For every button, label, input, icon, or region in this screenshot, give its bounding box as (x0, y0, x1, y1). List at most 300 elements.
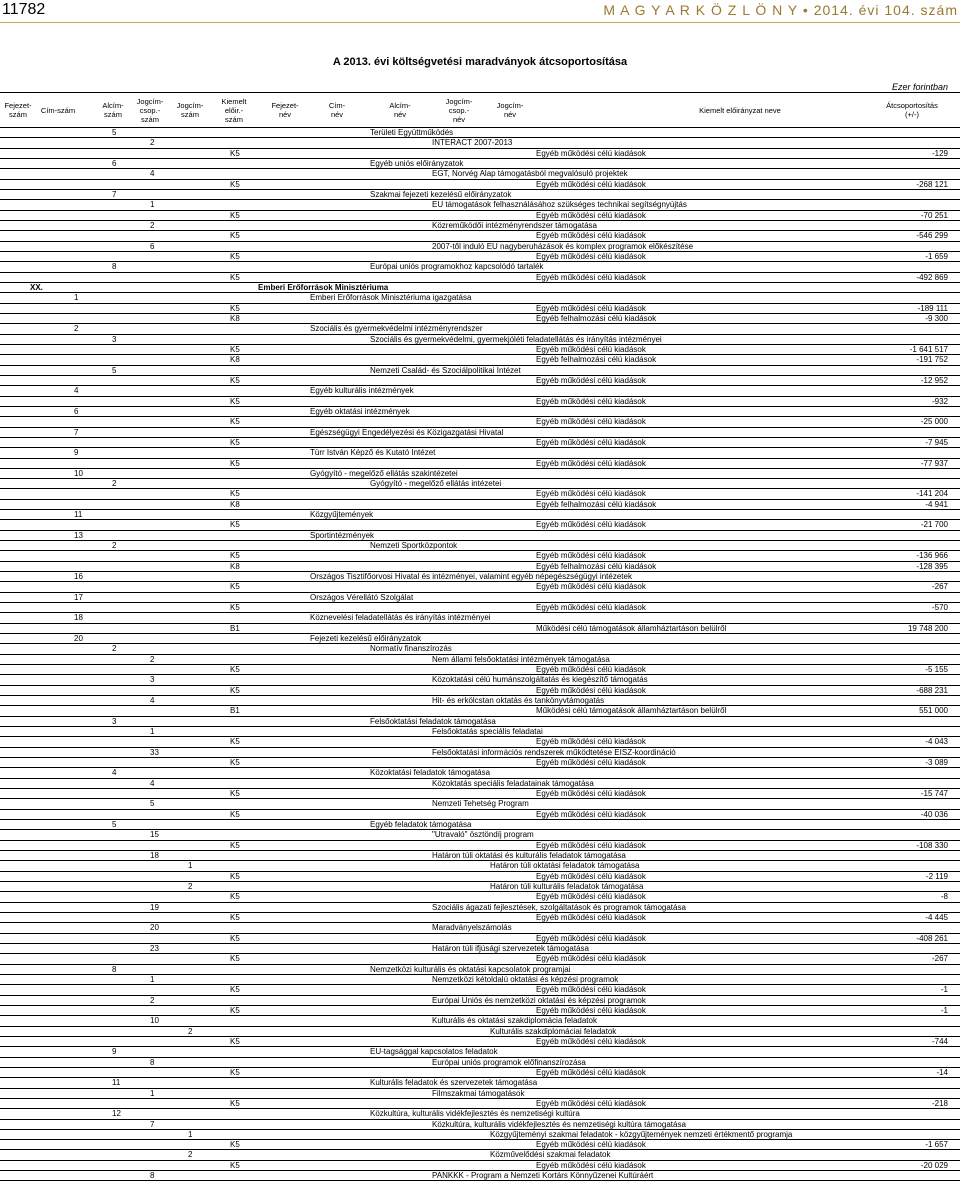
row-code: 4 (150, 696, 155, 706)
table-row (0, 417, 960, 427)
row-title: Európai uniós programok előfinanszírozása (432, 1057, 586, 1067)
row-amount: -40 036 (920, 809, 948, 819)
row-amount: -932 (931, 396, 948, 406)
unit-label: Ezer forintban (891, 82, 948, 92)
row-code: K5 (230, 758, 240, 768)
row-title: Egyéb működési célú kiadások (536, 551, 646, 561)
table-row (0, 386, 960, 396)
row-title: Egyéb működési célú kiadások (536, 582, 646, 592)
row-title: Közgyűjteményi szakmai feladatok - közgyűjtemények nemzeti értékmentő programja (490, 1129, 793, 1139)
row-code: 9 (112, 1047, 117, 1057)
table-row (0, 489, 960, 499)
row-title: Nemzetközi kétoldalú oktatási és képzési programok (432, 974, 619, 984)
table-row (0, 293, 960, 303)
row-title: Normatív finanszírozás (370, 644, 452, 654)
row-code: K5 (230, 520, 240, 530)
row-title: Egyéb működési célú kiadások (536, 396, 646, 406)
table-row (0, 1037, 960, 1047)
row-code: 19 (150, 902, 159, 912)
row-code: K5 (230, 437, 240, 447)
table-row (0, 686, 960, 696)
row-amount: 19 748 200 (907, 623, 948, 633)
table-row (0, 768, 960, 778)
row-code: 1 (74, 293, 79, 303)
row-title: Egyéb működési célú kiadások (536, 1140, 646, 1150)
table-row (0, 830, 960, 840)
row-title: Gyógyító - megelőző ellátás szakintézetei (310, 468, 458, 478)
table-row (0, 180, 960, 190)
table-row (0, 985, 960, 995)
row-title: Emberi Erőforrások Minisztériuma (258, 282, 389, 292)
table-row (0, 448, 960, 458)
row-code: 10 (150, 1016, 159, 1026)
row-title: Közgyűjtemények (310, 510, 374, 520)
row-amount: -20 029 (920, 1160, 948, 1170)
header-rule (0, 22, 960, 23)
row-title: Egyéb működési célú kiadások (536, 892, 646, 902)
row-title: Egyéb működési célú kiadások (536, 685, 646, 695)
row-amount: -191 752 (916, 355, 948, 365)
row-code: 2 (188, 1150, 193, 1160)
table-row (0, 324, 960, 334)
row-amount: -8 (940, 892, 948, 902)
row-amount: -108 330 (916, 840, 948, 850)
table-row (0, 190, 960, 200)
row-title: Kulturális és oktatási szakdiplomácia feladatok (432, 1016, 597, 1026)
row-title: Egyéb felhalmozási célú kiadások (536, 313, 657, 323)
column-header: Fejezet- szám (4, 101, 32, 119)
column-header: Kiemelt előir.- szám (221, 96, 247, 124)
row-title: Nemzetközi kulturális és oktatási kapcsolatok programjai (370, 964, 571, 974)
row-title: Közkultúra, kulturális vidékfejlesztés és nemzetiségi kultúra (370, 1109, 580, 1119)
row-title: Egyéb működési célú kiadások (536, 737, 646, 747)
row-code: B1 (230, 706, 240, 716)
table-row (0, 996, 960, 1006)
row-title: Egyéb működési célú kiadások (536, 489, 646, 499)
row-amount: -7 945 (925, 437, 948, 447)
row-code: K5 (230, 1098, 240, 1108)
row-code: 5 (112, 128, 117, 137)
row-amount: -4 043 (925, 737, 948, 747)
row-amount: -15 747 (920, 789, 948, 798)
table-row (0, 727, 960, 737)
column-header: Jogcím- szám (176, 101, 204, 119)
row-title: Nem állami felsőoktatási intézmények támogatása (432, 654, 610, 664)
row-title: EU támogatások felhasználásához szükséges technikai segítségnyújtás (432, 200, 687, 210)
row-amount: -492 869 (916, 272, 948, 282)
row-code: K5 (230, 1005, 240, 1015)
table-row (0, 892, 960, 902)
row-code: K5 (230, 148, 240, 158)
row-title: Filmszakmai támogatások (432, 1088, 525, 1098)
table-row (0, 345, 960, 355)
row-amount: -129 (931, 148, 948, 158)
row-code: K5 (230, 396, 240, 406)
row-title: Egyéb működési célú kiadások (536, 1098, 646, 1108)
row-code: 6 (150, 241, 155, 251)
page-number: 11782 (2, 1, 46, 18)
row-amount: -268 121 (916, 179, 948, 189)
row-code: 8 (112, 262, 117, 272)
row-amount: -3 089 (925, 758, 948, 768)
row-code: K5 (230, 303, 240, 313)
row-code: 6 (74, 406, 79, 416)
column-header: Alcím- név (389, 101, 411, 119)
column-header: Kiemelt előirányzat neve (699, 105, 781, 115)
row-amount: -14 (936, 1067, 948, 1077)
table-row (0, 861, 960, 871)
row-title: Hit- és erkölcstan oktatás és tankönyvtámogatás (432, 696, 605, 706)
table-row (0, 551, 960, 561)
column-header: Jogcím- név (496, 101, 524, 119)
row-code: B1 (230, 623, 240, 633)
row-code: K5 (230, 871, 240, 881)
row-amount: -408 261 (916, 933, 948, 943)
table-row (0, 1027, 960, 1037)
table-row (0, 428, 960, 438)
row-title: Egyéb működési célú kiadások (536, 437, 646, 447)
row-title: Egyéb működési célú kiadások (536, 458, 646, 468)
table-row (0, 1109, 960, 1119)
row-title: 2007-től induló EU nagyberuházások és komplex programok előkészítése (432, 241, 694, 251)
table-row (0, 1016, 960, 1026)
row-title: Közoktatási célú humánszolgáltatás és kiegészítő támogatás (432, 675, 648, 685)
document-title: A 2013. évi költségvetési maradványok átcsoportosítása (332, 56, 628, 68)
row-code: 8 (112, 964, 117, 974)
table-row (0, 169, 960, 179)
table-row (0, 748, 960, 758)
row-code: 33 (150, 747, 159, 757)
row-amount: -2 119 (925, 871, 948, 881)
row-amount: -25 000 (920, 417, 948, 427)
row-amount: -4 941 (925, 499, 948, 509)
row-code: K5 (230, 179, 240, 189)
table-row (0, 335, 960, 345)
row-title: Egyéb működési célú kiadások (536, 985, 646, 995)
row-amount: -189 111 (917, 303, 948, 313)
row-amount: -128 395 (916, 561, 948, 571)
row-code: 4 (150, 169, 155, 179)
row-code: 6 (112, 158, 117, 168)
table-row (0, 624, 960, 634)
row-code: K5 (230, 840, 240, 850)
table-row (0, 376, 960, 386)
row-code: 2 (188, 1026, 193, 1036)
row-code: K5 (230, 809, 240, 819)
row-code: 7 (74, 427, 79, 437)
row-amount: 551 000 (919, 706, 948, 716)
row-code: 13 (74, 530, 83, 540)
row-code: 11 (112, 1078, 121, 1088)
table-row (0, 841, 960, 851)
table-row (0, 934, 960, 944)
row-code: K5 (230, 737, 240, 747)
row-title: Egyéb működési célú kiadások (536, 375, 646, 385)
row-code: K5 (230, 1160, 240, 1170)
table-row (0, 242, 960, 252)
row-title: Egyéb működési célú kiadások (536, 912, 646, 922)
row-title: Egyéb működési célú kiadások (536, 344, 646, 354)
row-code: 3 (112, 716, 117, 726)
row-title: Közművelődési szakmai feladatok (490, 1150, 611, 1160)
table-row (0, 779, 960, 789)
row-amount: -1 (940, 985, 948, 995)
table-row (0, 159, 960, 169)
row-code: K5 (230, 551, 240, 561)
row-amount: -1 659 (925, 251, 948, 261)
row-title: Türr István Képző és Kutató Intézet (310, 448, 436, 458)
row-code: 9 (74, 448, 79, 458)
row-title: Egyéb kulturális intézmények (310, 386, 414, 396)
row-title: Egyéb működési célú kiadások (536, 789, 646, 798)
table-row (0, 665, 960, 675)
table-row (0, 1171, 960, 1181)
row-code: K5 (230, 685, 240, 695)
row-title: Egyéb működési célú kiadások (536, 840, 646, 850)
row-title: Egyéb működési célú kiadások (536, 1160, 646, 1170)
table-row (0, 304, 960, 314)
row-amount: -267 (931, 582, 948, 592)
table-row (0, 200, 960, 210)
table-row (0, 128, 960, 138)
row-amount: -744 (931, 1036, 948, 1046)
row-title: Egyéb felhalmozási célú kiadások (536, 561, 657, 571)
row-code: 1 (188, 861, 193, 871)
table-row (0, 149, 960, 159)
table-row (0, 613, 960, 623)
row-title: Egyéb működési célú kiadások (536, 251, 646, 261)
table-row (0, 758, 960, 768)
row-code: K5 (230, 458, 240, 468)
table-row (0, 407, 960, 417)
row-code: 2 (150, 220, 155, 230)
table-row (0, 541, 960, 551)
table-row (0, 1140, 960, 1150)
table-row (0, 366, 960, 376)
column-header: Jogcím- csop.- szám (136, 96, 164, 124)
column-header: Fejezet- név (271, 101, 299, 119)
row-title: Egyéb működési célú kiadások (536, 231, 646, 241)
row-amount: -9 300 (925, 313, 948, 323)
row-title: Egyéb működési célú kiadások (536, 603, 646, 613)
row-title: Közkultúra, kulturális vidékfejlesztés és nemzetiségi kultúra támogatása (432, 1119, 686, 1129)
table-row (0, 562, 960, 572)
row-title: Egyéb működési célú kiadások (536, 954, 646, 964)
table-row (0, 675, 960, 685)
row-amount: -136 966 (916, 551, 948, 561)
row-code: K5 (230, 603, 240, 613)
table-row (0, 459, 960, 469)
row-title: Egyéb feladatok támogatása (370, 819, 472, 829)
row-amount: -688 231 (916, 685, 948, 695)
row-code: 20 (150, 923, 159, 933)
row-title: Egyéb működési célú kiadások (536, 871, 646, 881)
row-title: Működési célú támogatások államháztartáson belülről (536, 623, 727, 633)
row-title: Egyéb felhalmozási célú kiadások (536, 355, 657, 365)
row-code: 17 (74, 592, 83, 602)
row-amount: -4 445 (925, 912, 948, 922)
row-title: "Utravaló" ösztöndíj program (432, 830, 534, 840)
row-title: Gyógyító - megelőző ellátás intézetei (370, 479, 502, 489)
table-row (0, 211, 960, 221)
row-title: Nemzeti Sportközpontok (370, 541, 458, 551)
row-amount: -267 (931, 954, 948, 964)
row-amount: -21 700 (920, 520, 948, 530)
row-title: Egyéb oktatási intézmények (310, 406, 410, 416)
table-row (0, 510, 960, 520)
table-row (0, 810, 960, 820)
table-row (0, 634, 960, 644)
row-code: 1 (150, 974, 155, 984)
row-amount: -1 641 517 (909, 344, 948, 354)
row-code: 3 (112, 334, 117, 344)
row-code: K5 (230, 210, 240, 220)
row-title: Fejezeti kezelésű előirányzatok (310, 634, 422, 644)
row-title: Nemzeti Család- és Szociálpolitikai Intézet (370, 365, 521, 375)
row-code: K5 (230, 912, 240, 922)
row-code: 1 (150, 727, 155, 737)
table-row (0, 355, 960, 365)
row-code: 5 (112, 365, 117, 375)
row-title: Közoktatási feladatok támogatása (370, 768, 491, 778)
row-code: 18 (150, 850, 159, 860)
row-code: 10 (74, 468, 83, 478)
row-amount: -570 (931, 603, 948, 613)
table-row (0, 283, 960, 293)
row-title: Határon túli oktatási és kulturális feladatok támogatása (432, 850, 626, 860)
row-code: K5 (230, 892, 240, 902)
row-code: 20 (74, 634, 83, 644)
row-title: Maradványelszámolás (432, 923, 512, 933)
table-row (0, 582, 960, 592)
row-code: 7 (150, 1119, 155, 1129)
table-row (0, 1150, 960, 1160)
row-code: 8 (150, 1057, 155, 1067)
table-body (0, 128, 960, 1181)
row-code: 2 (188, 881, 193, 891)
row-code: 2 (74, 324, 79, 334)
table-row (0, 872, 960, 882)
row-title: EU-tagsággal kapcsolatos feladatok (370, 1047, 498, 1057)
row-code: 11 (74, 510, 83, 520)
row-code: 8 (150, 1171, 155, 1181)
table-row (0, 799, 960, 809)
row-title: Felsőoktatási feladatok támogatása (370, 716, 496, 726)
page-header (0, 0, 960, 20)
row-amount: -141 204 (916, 489, 948, 499)
row-code: 4 (74, 386, 79, 396)
row-code: K5 (230, 251, 240, 261)
row-title: PANKKK - Program a Nemzeti Kortárs Könnyűzenei Kultúráért (432, 1171, 654, 1181)
table-header-row (0, 92, 960, 128)
table-row (0, 717, 960, 727)
row-code: K5 (230, 985, 240, 995)
table-row (0, 1130, 960, 1140)
table-row (0, 221, 960, 231)
row-title: Egyéb működési célú kiadások (536, 933, 646, 943)
row-code: 2 (150, 654, 155, 664)
row-code: 5 (150, 799, 155, 809)
row-amount: -70 251 (920, 210, 948, 220)
row-title: Egyéb működési célú kiadások (536, 809, 646, 819)
row-title: Európai uniós programokhoz kapcsolódó tartalék (370, 262, 544, 272)
row-code: K8 (230, 561, 240, 571)
table-row (0, 438, 960, 448)
table-row (0, 954, 960, 964)
row-title: Egyéb működési célú kiadások (536, 1067, 646, 1077)
row-title: Szociális és gyermekvédelmi intézményrendszer (310, 324, 483, 334)
row-code: K5 (230, 1067, 240, 1077)
table-row (0, 314, 960, 324)
row-title: Egyéb uniós előirányzatok (370, 158, 464, 168)
row-title: Egyéb működési célú kiadások (536, 303, 646, 313)
row-code: K5 (230, 1036, 240, 1046)
row-amount: -5 155 (925, 665, 948, 675)
table-row (0, 593, 960, 603)
row-title: Egyéb felhalmozási célú kiadások (536, 499, 657, 509)
row-title: INTERACT 2007-2013 (432, 138, 513, 148)
row-title: Köznevelési feladatellátás és irányítás intézményei (310, 613, 491, 623)
column-header: Cím-szám (40, 105, 76, 115)
row-title: Emberi Erőforrások Minisztériuma igazgatása (310, 293, 472, 303)
table-row (0, 252, 960, 262)
row-code: K5 (230, 272, 240, 282)
row-title: Egyéb működési célú kiadások (536, 665, 646, 675)
table-row (0, 1006, 960, 1016)
table-row (0, 706, 960, 716)
row-code: K5 (230, 417, 240, 427)
table-row (0, 1120, 960, 1130)
table-row (0, 1089, 960, 1099)
row-title: EGT, Norvég Alap támogatásból megvalósuló projektek (432, 169, 628, 179)
row-title: Nemzeti Tehetség Program (432, 799, 529, 809)
row-title: Egyéb működési célú kiadások (536, 758, 646, 768)
table-row (0, 975, 960, 985)
row-code: K5 (230, 665, 240, 675)
row-title: Határon túli kulturális feladatok támogatása (490, 881, 644, 891)
row-title: Egyéb működési célú kiadások (536, 520, 646, 530)
row-amount: -218 (931, 1098, 948, 1108)
row-amount: -1 657 (925, 1140, 948, 1150)
table-row (0, 531, 960, 541)
row-title: Szakmai fejezeti kezelésű előirányzatok (370, 189, 512, 199)
row-title: Területi Együttműködés (370, 128, 454, 137)
row-code: K5 (230, 954, 240, 964)
row-code: 2 (150, 995, 155, 1005)
row-title: Sportintézmények (310, 530, 375, 540)
table-row (0, 655, 960, 665)
row-title: Közreműködői intézményrendszer támogatása (432, 220, 597, 230)
row-code: 16 (74, 572, 83, 582)
row-title: Országos Vérellátó Szolgálat (310, 592, 414, 602)
row-code: 3 (150, 675, 155, 685)
row-title: Egyéb működési célú kiadások (536, 210, 646, 220)
table-row (0, 469, 960, 479)
row-title: Európai Uniós és nemzetközi oktatási és képzési programok (432, 995, 646, 1005)
table-row (0, 231, 960, 241)
row-code: K8 (230, 313, 240, 323)
budget-table (0, 92, 960, 1181)
row-code: 12 (112, 1109, 121, 1119)
row-title: Szociális ágazati fejlesztések, szolgáltatások és programok támogatása (432, 902, 686, 912)
row-code: 15 (150, 830, 159, 840)
row-code: 7 (112, 189, 117, 199)
table-row (0, 882, 960, 892)
row-title: Felsőoktatási információs rendszerek működtetése EISZ-koordináció (432, 747, 676, 757)
row-code: K5 (230, 231, 240, 241)
table-row (0, 262, 960, 272)
table-row (0, 737, 960, 747)
